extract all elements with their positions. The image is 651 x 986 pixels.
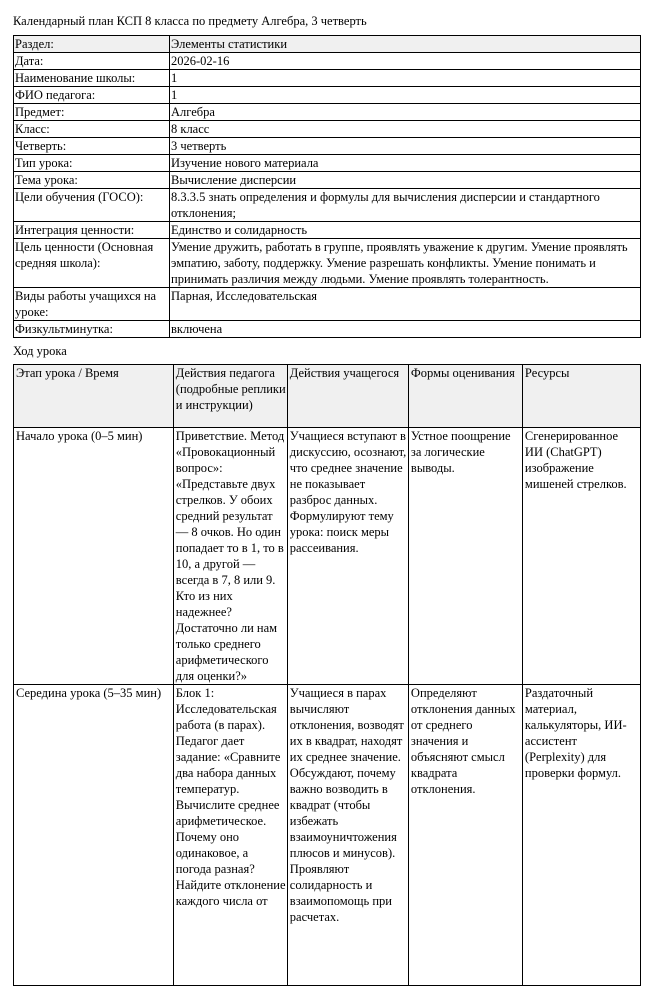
- student-actions-cell: Учащиеся вступают в дискуссию, осознают, что среднее значение не показывает разброс данных. Формулируют тему урока: поиск меры рассеивания.: [287, 428, 408, 685]
- info-label: Класс:: [14, 121, 170, 138]
- lesson-plan-table: [13, 364, 641, 986]
- info-value: 2026-02-16: [170, 53, 641, 70]
- header-stage: Этап урока / Время: [14, 365, 174, 428]
- header-teacher: Действия педагога (подробные реплики и инструкции): [173, 365, 287, 428]
- resources-cell: Сгенерированное ИИ (ChatGPT) изображение мишеней стрелков.: [522, 428, 640, 685]
- info-label: Цели обучения (ГОСО):: [14, 189, 170, 222]
- info-row: [14, 53, 641, 70]
- info-label: Наименование школы:: [14, 70, 170, 87]
- info-label: Тема урока:: [14, 172, 170, 189]
- info-label: Дата:: [14, 53, 170, 70]
- assessment-cell: Устное поощрение за логические выводы.: [408, 428, 522, 685]
- info-row: [14, 239, 641, 288]
- plan-row-start: [14, 428, 641, 685]
- resources-cell: Раздаточный материал, калькуляторы, ИИ-ассистент (Perplexity) для проверки формул.: [522, 685, 640, 986]
- info-label: Предмет:: [14, 104, 170, 121]
- header-resources: Ресурсы: [522, 365, 640, 428]
- stage-cell: Середина урока (5–35 мин): [14, 685, 174, 986]
- info-label: Цель ценности (Основная средняя школа):: [14, 239, 170, 288]
- info-row: [14, 288, 641, 321]
- plan-header-row: [14, 365, 641, 428]
- info-row: [14, 36, 641, 53]
- info-row: [14, 121, 641, 138]
- info-value: Элементы статистики: [170, 36, 641, 53]
- header-assessment: Формы оценивания: [408, 365, 522, 428]
- info-label: Тип урока:: [14, 155, 170, 172]
- info-row: [14, 87, 641, 104]
- teacher-actions-cell: Блок 1: Исследовательская работа (в парах). Педагог дает задание: «Сравните два набора данных температур. Вычислите среднее арифметическое. Почему оно одинаковое, а погода разная? Найдите отклонение каждого числа от: [173, 685, 287, 986]
- section-title: Ход урока: [13, 344, 67, 358]
- info-value: Алгебра: [170, 104, 641, 121]
- info-value: 1: [170, 87, 641, 104]
- student-actions-cell: Учащиеся в парах вычисляют отклонения, возводят их в квадрат, находят их среднее значение. Обсуждают, почему важно возводить в квадрат (чтобы избежать взаимоуничтожения плюсов и минусов). Проявляют солидарность и взаимопомощь при расчетах.: [287, 685, 408, 986]
- info-label: Раздел:: [14, 36, 170, 53]
- info-label: Физкультминутка:: [14, 321, 170, 338]
- info-row: [14, 172, 641, 189]
- info-value: 1: [170, 70, 641, 87]
- info-label: Интеграция ценности:: [14, 222, 170, 239]
- plan-row-middle: [14, 685, 641, 986]
- info-row: [14, 189, 641, 222]
- info-label: Четверть:: [14, 138, 170, 155]
- info-row: [14, 222, 641, 239]
- info-value: включена: [170, 321, 641, 338]
- page-title: Календарный план КСП 8 класса по предмету Алгебра, 3 четверть: [13, 14, 367, 28]
- info-row: [14, 321, 641, 338]
- info-row: [14, 138, 641, 155]
- assessment-cell: Определяют отклонения данных от среднего значения и объясняют смысл квадрата отклонения.: [408, 685, 522, 986]
- stage-cell: Начало урока (0–5 мин): [14, 428, 174, 685]
- info-row: [14, 70, 641, 87]
- info-value: Единство и солидарность: [170, 222, 641, 239]
- teacher-actions-cell: Приветствие. Метод «Провокационный вопрос»: «Представьте двух стрелков. У обоих средний результат — 8 очков. Но один попадает то в 1, то в 10, а другой — всегда в 7, 8 или 9. Кто из них надежнее? Достаточно ли нам только среднего арифметического для оценки?»: [173, 428, 287, 685]
- info-value: Парная, Исследовательская: [170, 288, 641, 321]
- info-label: ФИО педагога:: [14, 87, 170, 104]
- info-value: 8.3.3.5 знать определения и формулы для вычисления дисперсии и стандартного отклонения;: [170, 189, 641, 222]
- info-value: Вычисление дисперсии: [170, 172, 641, 189]
- info-table: [13, 35, 641, 338]
- info-label: Виды работы учащихся на уроке:: [14, 288, 170, 321]
- info-row: [14, 104, 641, 121]
- info-value: 3 четверть: [170, 138, 641, 155]
- header-students: Действия учащегося: [287, 365, 408, 428]
- info-value: 8 класс: [170, 121, 641, 138]
- info-value: Изучение нового материала: [170, 155, 641, 172]
- info-row: [14, 155, 641, 172]
- info-value: Умение дружить, работать в группе, проявлять уважение к другим. Умение проявлять эмпатию, заботу, поддержку. Умение разрешать конфликты. Умение понимать и принимать различия между людьми. Умение проявлять толерантность.: [170, 239, 641, 288]
